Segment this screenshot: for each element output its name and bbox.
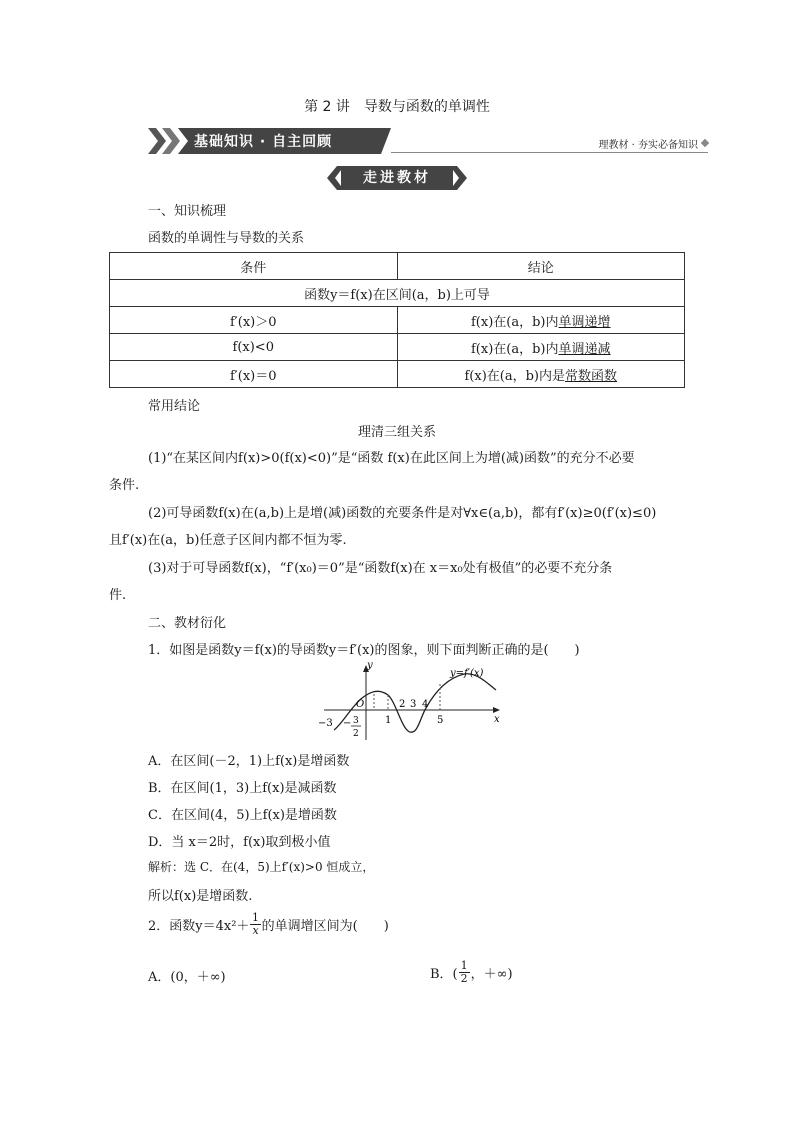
table-row: [110, 361, 685, 388]
relation-table: [109, 252, 685, 388]
q2-option-b: [430, 960, 513, 985]
relation-3-line-2: 件.: [109, 588, 127, 603]
derivative-graph: [318, 660, 503, 742]
tick-label: 1: [385, 715, 392, 726]
banner-right-label: 理教材 · 夯实必备知识: [598, 140, 698, 151]
q1-solution-line-2: 所以f(x)是增函数.: [148, 889, 253, 904]
sub-banner-label: 走进教材: [363, 170, 431, 186]
section-heading-1: 一、知识梳理: [148, 204, 227, 219]
question-2: [148, 912, 389, 937]
fraction-denominator: x: [252, 924, 259, 937]
relation-3-line-1: (3)对于可导函数f(x)，“f′(x₀)＝0”是“函数f(x)在 x＝x₀处有极值”的必要不充分条: [148, 561, 613, 576]
q1-option-a: A．在区间(－2，1)上f(x)是增函数: [148, 754, 350, 769]
tick-label: 5: [437, 715, 444, 726]
q2-option-a: A．(0，＋∞): [148, 970, 226, 985]
fraction-numerator: 1: [460, 959, 468, 972]
q2-option-b-post: ，＋∞): [470, 967, 513, 982]
origin-label: O: [356, 699, 365, 710]
table-cell-text: f(x)在(a，b)内: [470, 314, 559, 330]
banner-divider: [391, 152, 708, 153]
table-cell: f′(x)＝0: [110, 361, 398, 388]
tick-label: 3: [410, 699, 417, 710]
q1-option-d: D．当 x＝2时，f(x)取到极小值: [148, 835, 331, 850]
x-axis-arrow-icon: [493, 707, 500, 713]
q1-option-b: B．在区间(1，3)上f(x)是减函数: [148, 781, 337, 796]
relation-1-line-1: (1)“在某区间内f(x)>0(f(x)<0)”是“函数 f(x)在此区间上为增(减)函数”的充分不必要: [148, 451, 635, 466]
table-cell: [397, 307, 685, 334]
table-header-cell: 结论: [397, 253, 685, 280]
table-cell: f′(x)＞0: [110, 307, 398, 334]
curve-label: y=f′(x): [450, 668, 484, 679]
table-merged-cell: 函数y＝f(x)在区间(a，b)上可导: [110, 280, 685, 307]
q2-text-pre: 2．函数y＝4x²＋: [148, 919, 250, 934]
table-cell: [397, 361, 685, 388]
table-cell: f(x)<0: [110, 334, 398, 361]
q2-option-b-pre: B．(: [430, 967, 458, 982]
tick-label: −3: [318, 718, 333, 729]
sub-banner: [327, 166, 467, 190]
table-cell-underlined: 单调递减: [558, 341, 611, 357]
y-label: y: [367, 660, 373, 671]
q2-option-b-fraction: [459, 960, 470, 985]
q2-text-post: 的单调增区间为( ): [261, 919, 389, 934]
table-cell-underlined: 单调递增: [558, 314, 611, 330]
table-header-cell: 条件: [110, 253, 398, 280]
q1-option-c: C．在区间(4，5)上f(x)是增函数: [148, 808, 337, 823]
relation-2-line-2: 且f′(x)在(a，b)任意子区间内都不恒为零.: [109, 533, 347, 548]
section-banner: [148, 128, 708, 156]
tick-label: 3: [353, 716, 359, 726]
fraction-denominator: 2: [460, 972, 468, 985]
table-header-row: [110, 253, 685, 280]
table-row: [110, 307, 685, 334]
three-relations-heading: 理清三组关系: [357, 425, 436, 440]
banner-label: 基础知识 · 自主回顾: [194, 134, 333, 150]
x-label: x: [494, 714, 500, 725]
table-cell: [397, 334, 685, 361]
tick-label: 4: [422, 699, 429, 710]
table-row: [110, 280, 685, 307]
common-conclusion-heading: 常用结论: [148, 399, 201, 414]
subtitle-monotonic: 函数的单调性与导数的关系: [148, 231, 305, 246]
diamond-icon: [701, 139, 709, 147]
fraction-numerator: 1: [252, 911, 260, 924]
table-cell-text: f(x)在(a，b)内: [470, 341, 559, 357]
question-1: 1．如图是函数y＝f(x)的导函数y＝f′(x)的图象，则下面判断正确的是( ): [148, 643, 580, 658]
page-title: 第 2 讲 导数与函数的单调性: [304, 99, 490, 115]
q1-solution-line-1: 解析：选 C．在(4，5)上f′(x)>0 恒成立，: [148, 860, 375, 874]
tick-label: −: [343, 718, 352, 729]
relation-2-line-1: (2)可导函数f(x)在(a,b)上是增(减)函数的充要条件是对∀x∈(a,b)，都有f′(x)≥0(f′(x)≤0): [148, 506, 657, 521]
table-cell-text: f(x)在(a，b)内是: [464, 368, 565, 384]
q2-fraction: [250, 912, 260, 937]
section-heading-2: 二、教材衍化: [148, 616, 227, 631]
table-cell-underlined: 常数函数: [565, 368, 618, 384]
relation-1-line-2: 条件.: [109, 478, 140, 493]
tick-label: 2: [353, 729, 359, 739]
tick-label: 2: [399, 699, 406, 710]
table-row: [110, 334, 685, 361]
